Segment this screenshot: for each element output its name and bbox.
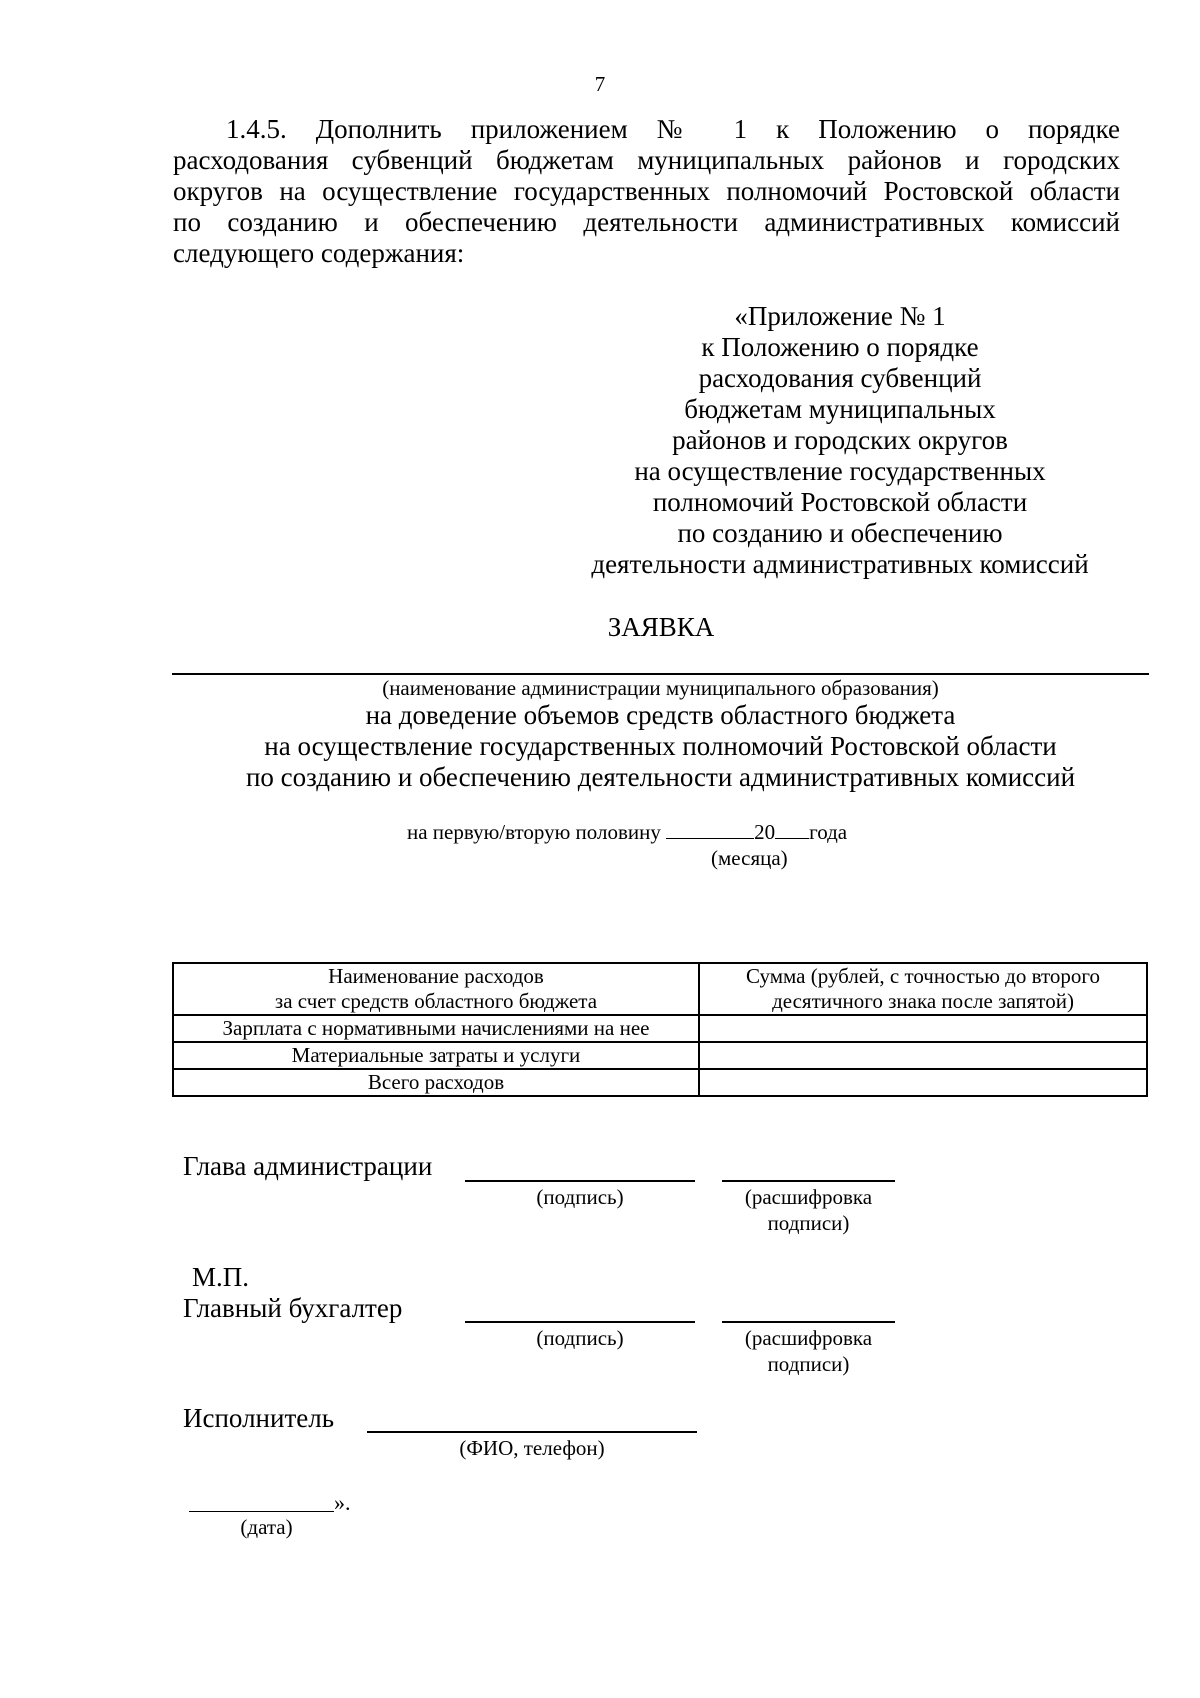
page-number: 7 <box>594 72 606 96</box>
administration-name-caption: (наименование администрации муниципального образования) <box>382 676 939 700</box>
table-row <box>173 1015 1147 1042</box>
expense-amount-cell <box>699 1042 1147 1069</box>
paragraph-line: следующего содержания: <box>173 238 465 268</box>
table-row <box>173 1042 1147 1069</box>
accountant-signature-caption: (подпись) <box>536 1326 624 1350</box>
expense-name-cell: Материальные затраты и услуги <box>173 1042 699 1069</box>
table-row <box>173 1069 1147 1096</box>
period-line <box>407 820 847 845</box>
document-title: ЗАЯВКА <box>607 612 715 642</box>
appendix-line: районов и городских округов <box>672 425 1008 455</box>
header-line: десятичного знака после запятой) <box>772 989 1074 1013</box>
expenses-table <box>172 962 1148 1097</box>
appendix-line: «Приложение № 1 <box>734 301 946 331</box>
table-header-amount <box>699 963 1147 1015</box>
paragraph-line: расходования субвенций бюджетам муниципальных районов и городских <box>173 145 1120 175</box>
appendix-line: полномочий Ростовской области <box>652 487 1028 517</box>
accountant-label: Главный бухгалтер <box>183 1293 403 1323</box>
period-suffix: года <box>809 820 848 844</box>
head-signature-caption: (подпись) <box>536 1185 624 1209</box>
accountant-signature-line <box>465 1321 695 1323</box>
head-signature-line <box>465 1180 695 1182</box>
stamp-label: М.П. <box>192 1262 250 1292</box>
decode-caption-line: (расшифровка <box>744 1326 873 1350</box>
period-prefix: на первую/вторую половину <box>407 820 661 844</box>
appendix-line: по созданию и обеспечению <box>677 518 1003 548</box>
expense-amount-cell <box>699 1069 1147 1096</box>
month-caption: (месяца) <box>711 846 788 870</box>
decode-caption-line: подписи) <box>767 1211 850 1235</box>
appendix-line: бюджетам муниципальных <box>684 394 996 424</box>
date-suffix: ». <box>334 1490 351 1515</box>
header-line: Наименование расходов <box>328 964 544 988</box>
executor-caption: (ФИО, телефон) <box>459 1436 605 1460</box>
table-header-row <box>173 963 1147 1015</box>
date-caption: (дата) <box>240 1515 293 1539</box>
amendment-paragraph <box>173 114 1120 269</box>
purpose-line: на доведение объемов средств областного бюджета <box>365 700 956 730</box>
appendix-line: на осуществление государственных <box>634 456 1046 486</box>
year-blank <box>775 838 809 839</box>
table-header-name <box>173 963 699 1015</box>
appendix-line: деятельности административных комиссий <box>591 549 1089 579</box>
paragraph-line: по созданию и обеспечению деятельности административных комиссий <box>173 207 1120 237</box>
administration-name-line <box>172 673 1149 675</box>
expense-name-cell: Всего расходов <box>173 1069 699 1096</box>
month-blank <box>666 838 754 839</box>
executor-label: Исполнитель <box>183 1403 335 1433</box>
decode-caption-line: подписи) <box>767 1352 850 1376</box>
appendix-line: к Положению о порядке <box>701 332 979 362</box>
accountant-decode-line <box>722 1321 895 1323</box>
executor-line <box>367 1431 697 1433</box>
paragraph-line: 1.4.5. Дополнить приложением № 1 к Положению о порядке <box>226 114 1120 144</box>
date-line <box>189 1511 334 1512</box>
appendix-line: расходования субвенций <box>698 363 982 393</box>
year-prefix: 20 <box>754 820 776 844</box>
head-label: Глава администрации <box>183 1151 433 1181</box>
decode-caption-line: (расшифровка <box>744 1185 873 1209</box>
purpose-line: по созданию и обеспечению деятельности административных комиссий <box>245 762 1076 792</box>
purpose-line: на осуществление государственных полномочий Ростовской области <box>264 731 1057 761</box>
accountant-decode-caption <box>722 1325 895 1377</box>
header-line: за счет средств областного бюджета <box>274 989 598 1013</box>
expense-name-cell: Зарплата с нормативными начислениями на нее <box>173 1015 699 1042</box>
header-line: Сумма (рублей, с точностью до второго <box>746 964 1100 988</box>
head-decode-line <box>722 1180 895 1182</box>
paragraph-line: округов на осуществление государственных полномочий Ростовской области <box>173 176 1120 206</box>
request-purpose <box>172 700 1149 793</box>
expense-amount-cell <box>699 1015 1147 1042</box>
head-decode-caption <box>722 1184 895 1236</box>
appendix-header <box>570 301 1110 580</box>
